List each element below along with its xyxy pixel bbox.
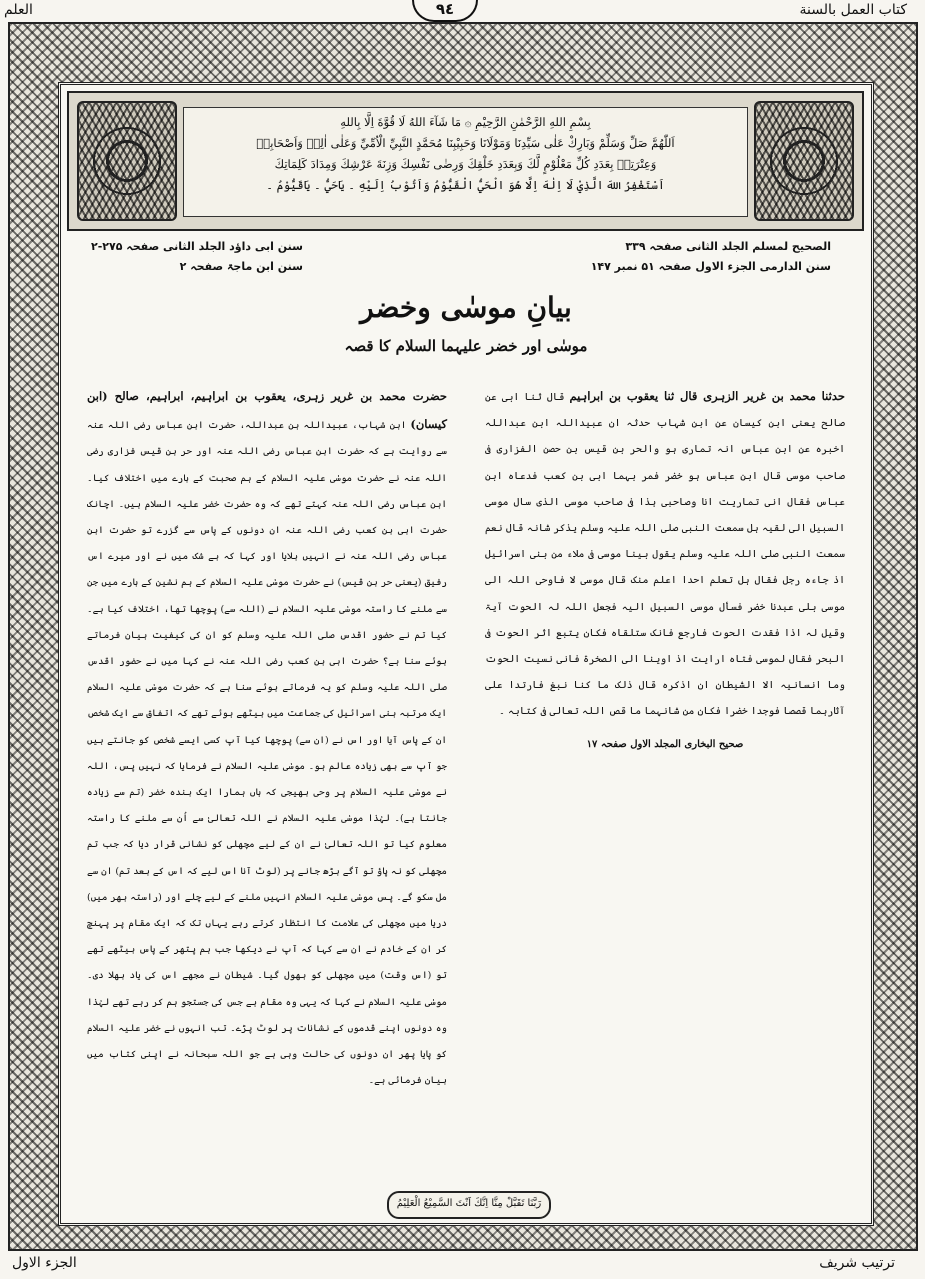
running-head-right: كتاب العمل بالسنة	[799, 2, 907, 18]
reference-block-left	[91, 237, 303, 277]
header-invocation	[183, 107, 748, 217]
hadith-source: صحیح البخاری المجلد الاول صفحہ ۱۷	[586, 738, 744, 750]
chapter-subtitle: موسٰی اور خضر علیہما السلام کا قصہ	[344, 337, 588, 355]
translation-text: ابن شہاب، عبیداللہ بن عبداللہ، حضرت ابن عباس رضی اللہ عنہ سے روایت ہے کہ حضرت ابن عباس رضی اللہ عنہ اور حر بن قیس فزاری رضی اللہ عنہ نے حضرت موسٰی علیہ السلام کے ہم صحبت کے بارے میں اختلاف کیا۔ ابن عباس رضی اللہ عنہ کہتے تھے کہ وہ حضرت خضر علیہ السلام ہیں۔ اچانک حضرت ابی بن کعب رضی اللہ عنہ ان دونوں کے پاس سے گزرے تو حضرت ابن عباس رضی اللہ عنہ نے انہیں بلایا اور کہا کہ بے شک میں نے اور میرے اس رفیق (یعنی حر بن قیس) نے حضرت موسٰی علیہ السلام کے ہم نشین کے بارے میں جن سے ملنے کا راستہ موسٰی علیہ السلام نے (اللہ سے) پوچھا تھا، اختلاف کیا ہے۔ کیا تم نے حضور اقدس صلی اللہ علیہ وسلم کو ان کی کیفیت بیان فرماتے ہوئے سنا ہے؟ حضرت ابی بن کعب رضی اللہ عنہ نے کہا میں نے حضور اقدس صلی اللہ علیہ وسلم کو یہ فرماتے ہوئے سنا ہے کہ حضرت موسٰی علیہ السلام ایک مرتبہ بنی اسرائیل کی جماعت میں بیٹھے ہوئے تھے کہ اتفاق سے ایک شخص ان کے پاس آیا اور اس نے (ان سے) پوچھا کیا آپ کسی ایسے شخص کو جانتے ہیں جو آپ سے بھی زیادہ عالم ہو۔ موسٰی علیہ السلام نے فرمایا کہ نہیں پس، اللہ نے موسٰی علیہ السلام پر وحی بھیجی کہ ہاں ہمارا ایک بندہ خضر (تم سے زیادہ جانتا ہے)۔ لہٰذا موسٰی علیہ السلام نے اللہ تعالیٰ سے اُن سے ملنے کا راستہ معلوم کیا تو اللہ تعالیٰ نے ان کے لیے مچھلی کو نشانی قرار دیا کہ جب تم مچھلی کو نہ پاؤ تو آگے بڑھ جانے پر (لوٹ آنا اس لیے کہ اس کے بعد تم) ان سے مل سکو گے۔ پس موسٰی علیہ السلام انہیں ملنے کے لیے چلے اور (راستہ بھر میں) دریا میں مچھلی کی علامت کا انتظار کرتے رہے یہاں تک کہ ایک مقام پر پہنچ کر ان کے خادم نے ان سے کہا کہ آپ نے دیکھا جب ہم پتھر کے پاس بیٹھے تھے تو (اس وقت) میں مچھلی کو بھول گیا۔ شیطان نے مجھے اس کی یاد بھلا دی۔ موسٰی علیہ السلام نے کہا کہ یہی وہ مقام ہے جس کی جستجو ہم کر رہے تھے لہٰذا وہ دونوں اپنے قدموں کے نشانات پر لوٹ پڑے۔ تب انہوں نے خضر علیہ السلام کو پایا پھر ان دونوں کی حالت وہی ہے جو اللہ سبحانہ نے اپنی کتاب میں بیان فرمائی ہے۔	[87, 420, 447, 1087]
reference-line: سنن الدارمی الجزء الاول صفحہ ۵۱ نمبر ۱۴۷	[590, 260, 831, 273]
medallion-icon	[754, 101, 854, 221]
header-line: اَللّٰهُمَّ صَلِّ وَسَلِّمْ وَبَارِكْ عَلٰى سَيِّدِنَا وَمَوْلَانَا وَحَبِيْبِنَا مُحَمَّدٍ النَّبِيِّ الْاُمِّيِّ وَعَلٰى اٰلِهٖ وَاَصْحَابِهٖ	[256, 136, 675, 150]
ornamental-border	[8, 22, 918, 1251]
arabic-text-column	[485, 383, 845, 758]
footer-right: ترتیب شریف	[819, 1255, 895, 1271]
translation-lead: حضرت محمد بن غریر زہری، یعقوب بن ابراہیم، ابراہیم، صالح (ابن کیسان)	[87, 389, 447, 432]
hadith-text: قال ثنا ابی عن صالح یعنی ابن کیسان عن ابن شہاب حدثہ ان عبیداللہ ابن عبداللہ اخبرہ عن ابن عباس انہ تماری ہو والحر بن قیس بن حصن الفزاری فی صاحب موسی قال ابن عباس ہو خضر فمر بہما ابی بن کعب فدعاہ ابن عباس فقال انی تماریت انا وصاحبی ہذا فی صاحب موسی الذی سال موسی السبیل الی لقیہ ہل سمعت النبی صلی اللہ علیہ وسلم یذکر شانہ قال نعم سمعت النبی صلی اللہ علیہ وسلم یقول بینا موسی فی ملاء من بنی اسرائیل اذ جاءہ رجل فقال ہل تعلم احدا اعلم منک قال موسی لا فاوحی اللہ الی موسی بلی عبدنا خضر فسأل موسی السبیل الیہ فجعل اللہ لہ الحوت آیۃ وقیل لہ اذا فقدت الحوت فارجع فانک ستلقاہ فکان یتبع اثر الحوت فی البحر فقال لموسی فتاہ ارایت اذ اوینا الی الصخرۃ فانی نسیت الحوت وما انسانیہ الا الشیطان ان اذکرہ قال ذلک ما کنا نبغ فارتدا علی آثارہما قصصا فوجدا خضرا فکان من شانہما ما قص اللہ تعالی فی کتابہ ۔	[485, 392, 845, 718]
content-panel	[58, 82, 874, 1226]
header-band	[67, 91, 864, 231]
reference-line: سنن ابی داؤد الجلد الثانی صفحہ ۲۷۵-۲	[91, 240, 303, 253]
header-line: بِسْمِ اللهِ الرَّحْمٰنِ الرَّحِيْمِ ۞ مَا شَآءَ اللهُ لَا قُوَّةَ اِلَّا بِاللهِ	[340, 115, 591, 129]
page-number: ٩٤	[412, 0, 478, 22]
header-line: اَسْتَغْفِرُ اللهَ الَّذِيْ لَا اِلٰهَ اِلَّا هُوَ الْحَيُّ الْقَيُّوْمُ وَاَتُوْبُ اِلَيْهِ ۔ يَاحَيُّ ۔ يَاقَيُّوْمُ ۔	[266, 178, 665, 192]
chapter-title: بیانِ موسٰی وخضر	[360, 291, 572, 324]
references	[61, 237, 871, 283]
medallion-icon	[77, 101, 177, 221]
isnad-lead: حدثنا محمد بن غریر الزہری قال ثنا یعقوب بن ابراہیم	[569, 389, 845, 403]
header-line: وَعِتْرَتِهٖ بِعَدَدِ كُلِّ مَعْلُوْمٍ لَّكَ وَبِعَدَدِ خَلْقِكَ وَرِضٰى نَفْسِكَ وَزِنَةَ عَرْشِكَ وَمِدَادَ كَلِمَاتِكَ	[274, 157, 657, 171]
reference-line: الصحيح لمسلم الجلد الثانی صفحہ ۳۳۹	[625, 240, 831, 253]
reference-block-right	[591, 237, 831, 277]
urdu-translation-column	[87, 383, 447, 1094]
running-head-left: العلم	[4, 2, 33, 18]
footer-left: الجزء الاول	[12, 1255, 77, 1271]
reference-line: سنن ابن ماجۃ صفحہ ۲	[179, 260, 303, 273]
closing-prayer: رَبَّنَا تَقَبَّلْ مِنَّا اِنَّكَ اَنْتَ السَّمِيْعُ الْعَلِيْمُ	[387, 1191, 551, 1219]
